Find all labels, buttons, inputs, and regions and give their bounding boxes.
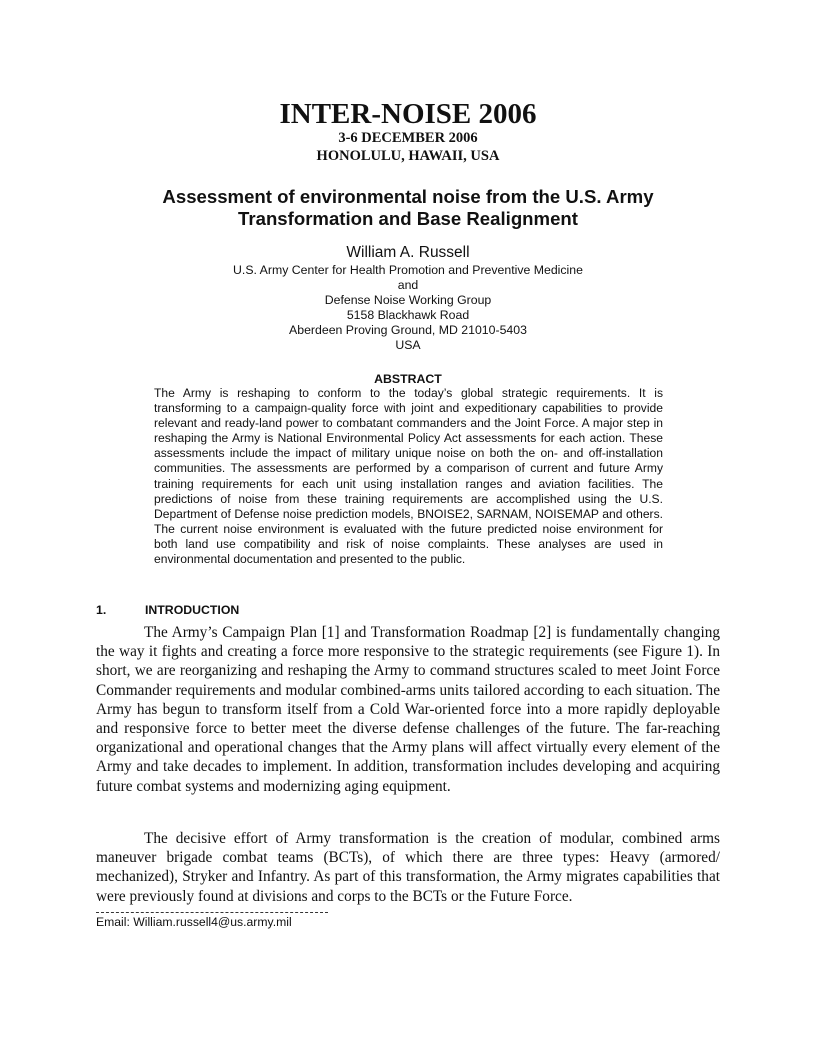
paper-title (0, 186, 816, 230)
footnote-divider (96, 912, 328, 913)
author-name: William A. Russell (346, 244, 470, 261)
body-paragraph-2: The decisive effort of Army transformation is the creation of modular, combined arms maneuver brigade combat teams (BCTs), of which there are three types: Heavy (armored/ mechanized), Stryker and Infantry. As part of this transformation, the Army migrates capabilities that were previously found at divisions and corps to the BCTs or the Future Force. (96, 830, 720, 905)
abstract-text: The Army is reshaping to conform to the today’s global strategic requirements. It is transforming to a campaign-quality force with joint and expeditionary capabilities to provide relevant and ready-land power to combatant commanders and the Joint Force. A major step in reshaping the Army is National Environmental Policy Act assessments for each action. These assessments include the impact of military unique noise on both the on- and off-installation communities. The assessments are performed by a comparison of current and future Army training requirements for each unit using installation ranges and aviation facilities. The predictions of noise from these training requirements are accomplished using the U.S. Department of Defense noise prediction models, BNOISE2, SARNAM, NOISEMAP and others. The current noise environment is evaluated with the future predicted noise environment for both land use compatibility and risk of noise complaints. These analyses are used in environmental documentation and presented to the public. (154, 386, 663, 567)
affiliation-line: and (397, 278, 419, 292)
affiliation-line: Aberdeen Proving Ground, MD 21010-5403 (289, 323, 527, 337)
conference-location: HONOLULU, HAWAII, USA (316, 148, 500, 164)
author-affiliation (0, 263, 816, 353)
affiliation-line: 5158 Blackhawk Road (346, 308, 470, 322)
paper-title-line-2: Transformation and Base Realignment (238, 208, 578, 229)
body-paragraph-1: The Army’s Campaign Plan [1] and Transformation Roadmap [2] is fundamentally changing the way it fights and creating a force more responsive to the strategic requirements (see Figure 1). In short, we are reorganizing and reshaping the Army to command structures scaled to meet Joint Force Commander requirements and modular combined-arms units tailored according to each situation. The Army has begun to transform itself from a Cold War-oriented force into a more rapidly deployable and responsive force to better meet the diverse defense challenges of the future. The far-reaching organizational and operational changes that the Army plans will affect virtually every element of the Army and take decades to implement. In addition, transformation includes developing and acquiring future combat systems and modernizing aging equipment. (96, 624, 720, 795)
conference-dates: 3-6 DECEMBER 2006 (338, 130, 478, 146)
section-heading (96, 603, 239, 618)
paper-title-line-1: Assessment of environmental noise from the U.S. Army (162, 186, 654, 207)
affiliation-line: USA (395, 338, 421, 352)
abstract-heading: ABSTRACT (374, 372, 442, 386)
affiliation-line: Defense Noise Working Group (324, 293, 492, 307)
affiliation-line: U.S. Army Center for Health Promotion and Preventive Medicine (233, 263, 583, 277)
conference-title: INTER-NOISE 2006 (279, 98, 537, 130)
section-title: INTRODUCTION (145, 603, 240, 617)
footnote-email: Email: William.russell4@us.army.mil (96, 915, 292, 929)
section-number: 1. (96, 603, 107, 617)
